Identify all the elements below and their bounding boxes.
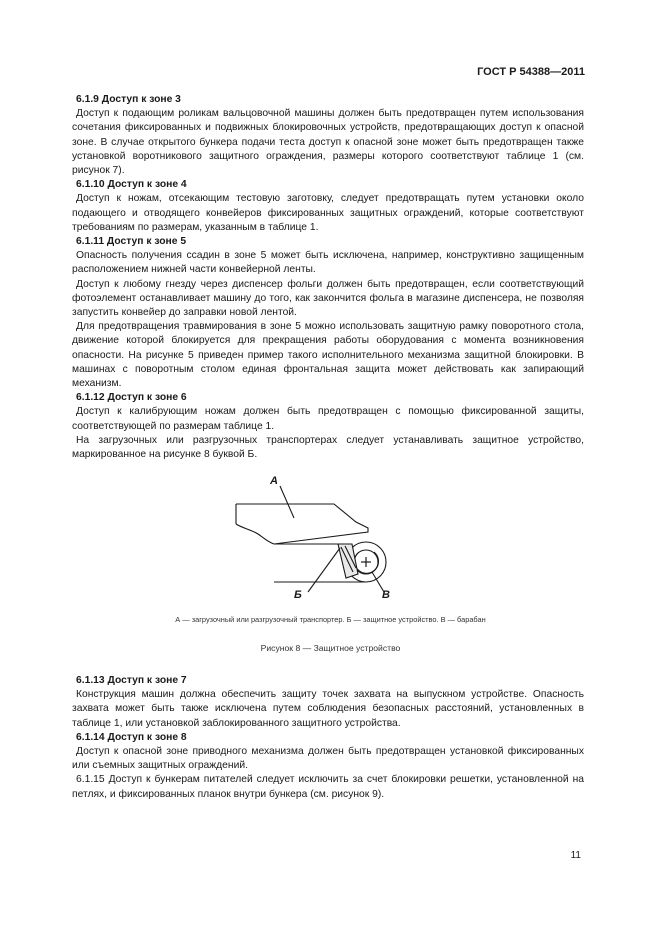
paragraph: Конструкция машин должна обеспечить защиту точек захвата на выпускном устройстве. Опасность захвата может быть также исключена путем соблюдения безопасных расстояний, установленных в таблице 1, или установкой заблокированного защитного устройства. [72,689,584,729]
label-a: А [270,475,278,487]
paragraph: Доступ к калибрующим ножам должен быть предотвращен с помощью фиксированной защиты, соответствующей по размерам таблице 1. [72,406,584,432]
paragraph: Для предотвращения травмирования в зоне 5 можно использовать защитную рамку поворотного стола, движение которой блокируется для прекращения работы оборудования с момента возникновения опасности. На рисунке 5 приведен пример такого исполнительного механизма защитной блокировки. В машинах с поворотным столом единая фронтальная защита может действовать как запирающий механизм. [72,321,584,390]
section-heading-6-1-12: 6.1.12 Доступ к зоне 6 [76,392,187,404]
section-heading-6-1-14: 6.1.14 Доступ к зоне 8 [76,731,187,743]
leader-b [308,548,340,592]
conveyor-belt-upper [236,504,368,544]
standard-code: ГОСТ Р 54388—2011 [477,66,585,78]
label-v: В [382,589,390,601]
text-block-bottom [72,674,584,802]
figure-caption: Рисунок 8 — Защитное устройство [260,643,401,653]
paragraph: Доступ к любому гнезду через диспенсер фольги должен быть предотвращен, если соответствующий фотоэлемент останавливает машину до того, как закончится фольга в магазине диспенсера, не позволяя запустить конвейер до заправки новой лентой. [72,278,584,319]
paragraph: На загрузочных или разгрузочных транспортерах следует устанавливать защитное устройство, маркированное на рисунке 8 буквой Б. [72,434,584,461]
page-number: 11 [570,850,581,861]
section-heading-6-1-13: 6.1.13 Доступ к зоне 7 [76,675,187,686]
leader-a [280,486,294,518]
figure-8-drawing [228,472,408,604]
section-heading-6-1-11: 6.1.11 Доступ к зоне 5 [76,236,187,248]
text-block-top [72,93,584,462]
figure-legend: А — загрузочный или разгрузочный транспортер. Б — защитное устройство. В — барабан [175,615,486,624]
paragraph: Доступ к подающим роликам вальцовочной машины должен быть предотвращен путем использования сочетания фиксированных и подвижных блокировочных устройств, предотвращающих доступ к опасной зоне. В случае открытого бункера подачи теста доступ к опасной зоне может быть предотвращен также установкой воротникового защитного ограждения, размеры которого соответствуют таблице 1 (см. рисунок 7). [72,108,584,177]
paragraph: Доступ к опасной зоне приводного механизма должен быть предотвращен установкой фиксированных или съемных защитных ограждений. [72,746,584,772]
paragraph: Доступ к ножам, отсекающим тестовую заготовку, следует предотвращать путем установки около подающего и отводящего конвейеров фиксированных защитных ограждений, которые соответствуют требованиям по размерам, указанным в таблице 1. [72,193,584,233]
section-heading-6-1-10: 6.1.10 Доступ к зоне 4 [76,179,187,191]
paragraph-6-1-15: 6.1.15 Доступ к бункерам питателей следует исключить за счет блокировки решетки, установленной на петлях, и фиксированных планок внутри бункера (см. рисунок 9). [72,774,584,800]
paragraph: Опасность получения ссадин в зоне 5 может быть исключена, например, конструктивно защищенным расположением нижней части конвейерной ленты. [72,250,584,276]
label-b: Б [294,589,302,601]
section-heading-6-1-9: 6.1.9 Доступ к зоне 3 [76,94,181,105]
